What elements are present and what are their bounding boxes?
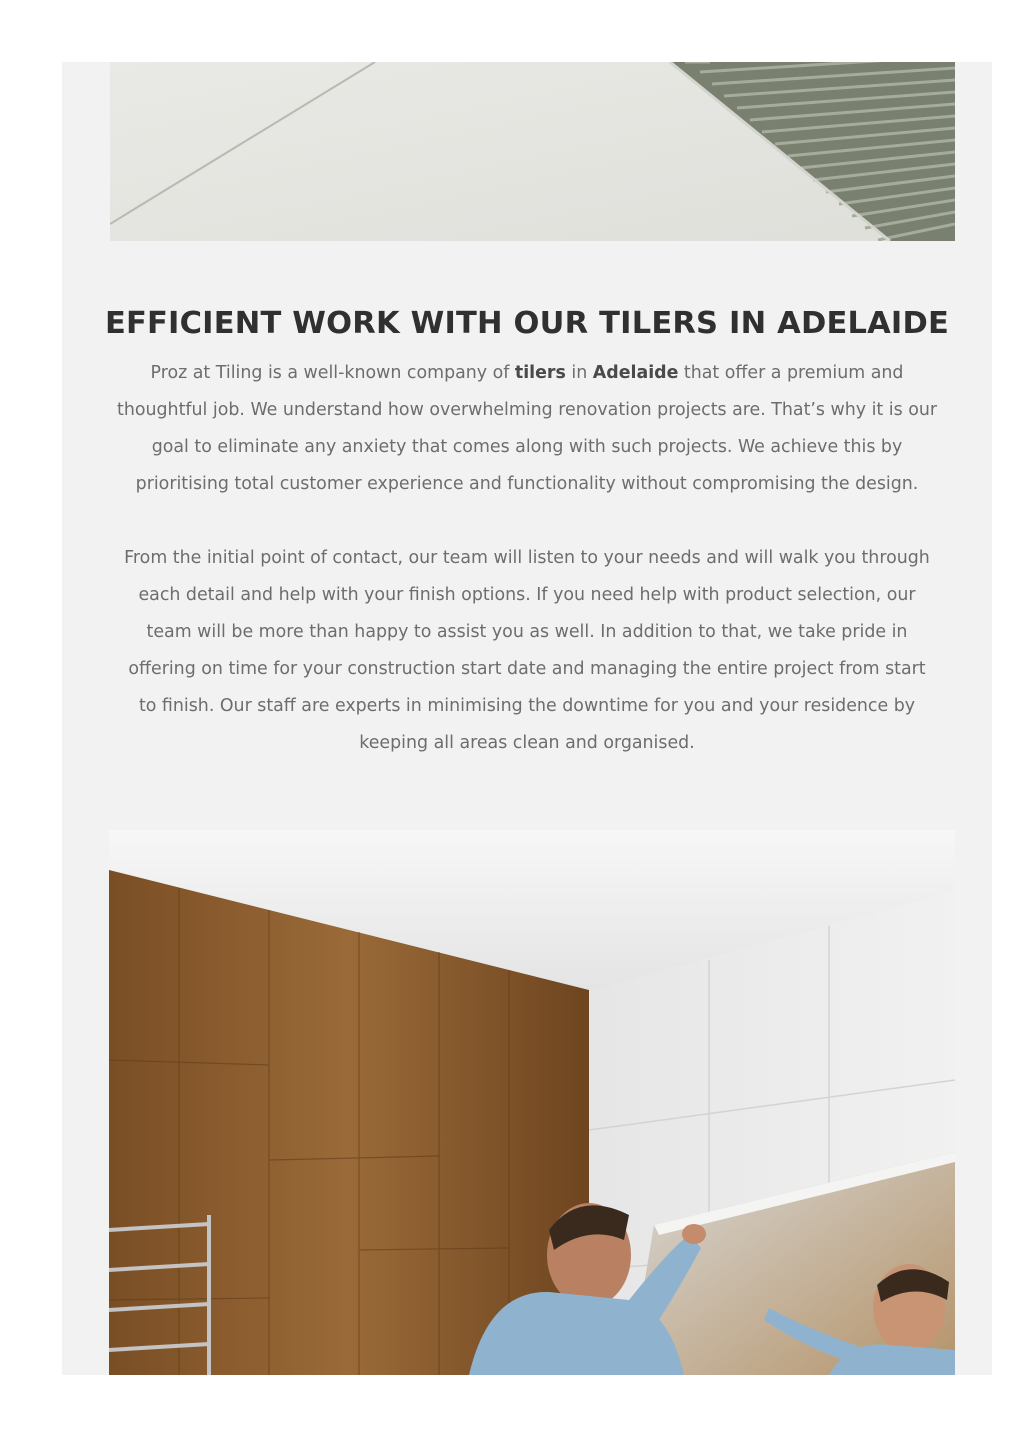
content-panel bbox=[62, 62, 992, 1375]
paragraph-line: each detail and help with your finish options. If you need help with product selection, our bbox=[138, 585, 916, 605]
paragraph-line: keeping all areas clean and organised. bbox=[359, 733, 695, 753]
paragraph-line: thoughtful job. We understand how overwhelming renovation projects are. That’s why it is our bbox=[117, 400, 937, 420]
paragraph-line: offering on time for your construction start date and managing the entire project from start bbox=[128, 659, 926, 679]
section-heading: EFFICIENT WORK WITH OUR TILERS IN ADELAIDE bbox=[104, 306, 950, 342]
paragraph-line: team will be more than happy to assist you as well. In addition to that, we take pride in bbox=[146, 622, 908, 642]
process-paragraph bbox=[94, 540, 960, 762]
text-run: Proz at Tiling is a well-known company of bbox=[150, 363, 515, 383]
paragraph-line: goal to eliminate any anxiety that comes along with such projects. We achieve this by bbox=[151, 437, 903, 457]
paragraph-line: prioritising total customer experience and functionality without compromising the design. bbox=[135, 474, 919, 494]
keyword-tilers: tilers bbox=[514, 363, 566, 383]
paragraph-line: to finish. Our staff are experts in minimising the downtime for you and your residence by bbox=[138, 696, 916, 716]
intro-paragraph bbox=[94, 355, 960, 503]
text-run: in bbox=[565, 363, 593, 383]
paragraph-line: From the initial point of contact, our team will listen to your needs and will walk you through bbox=[124, 548, 930, 568]
paragraph-line bbox=[94, 355, 960, 392]
keyword-adelaide: Adelaide bbox=[592, 363, 679, 383]
tile-floor-photo bbox=[110, 62, 955, 241]
bathroom-mirror-installation-photo bbox=[109, 830, 955, 1375]
text-run: that offer a premium and bbox=[678, 363, 904, 383]
